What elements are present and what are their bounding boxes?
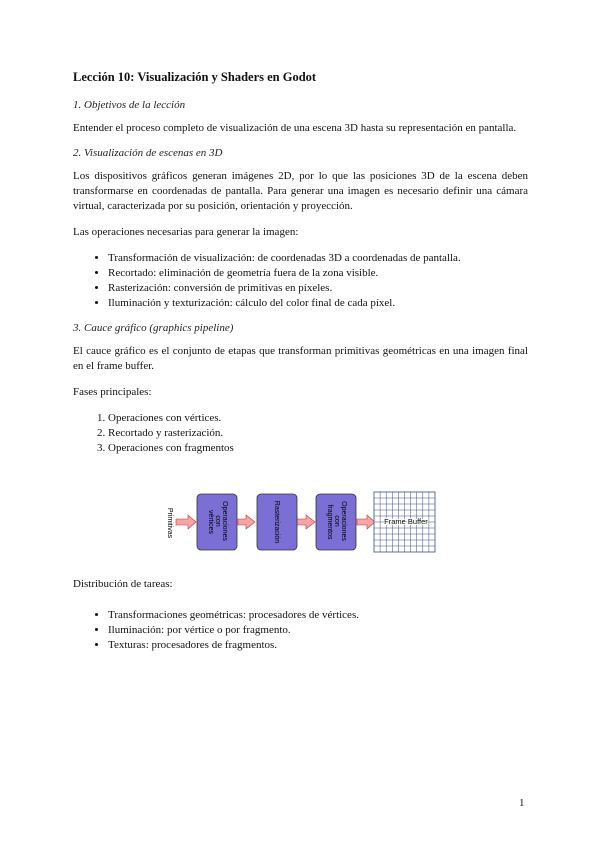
stage-label-line: Rasterización [273,500,280,544]
list-item: • Transformación de visualización: de coordenadas 3D a coordenadas de pantalla. [108,251,528,266]
arrow-icon [357,515,375,529]
frame-buffer-label: Frame Buffer [384,517,428,526]
list-item: 1. Operaciones con vértices. [108,411,528,426]
arrow-icon [297,515,315,529]
primitivas-label: Primitivas [166,507,173,539]
tasks-section [73,577,528,664]
section-1-paragraph: Entender el proceso completo de visualización de una escena 3D hasta su representación en pantalla. [73,122,517,134]
pipeline-diagram-svg [160,488,440,558]
tasks-intro: Distribución de tareas: [73,578,173,590]
stage-label-line: Operaciones [221,501,228,541]
list-item: • Recortado: eliminación de geometría fuera de la zona visible. [108,266,528,281]
document-page [73,70,528,467]
arrow-icon [176,515,196,529]
arrow-icon [238,515,255,529]
tasks-list [73,608,528,653]
stage-label-line: con [214,515,221,527]
section-3-heading: 3. Cauce gráfico (graphics pipeline) [73,322,234,334]
operations-list [73,251,528,311]
section-3-paragraph: El cauce gráfico es el conjunto de etapas que transforman primitivas geométricas en una imagen final en el frame buffer. [73,345,528,372]
stage-label-line: vértices [207,509,214,535]
section-2-paragraph: Los dispositivos gráficos generan imágenes 2D, por lo que las posiciones 3D de la escena deben transformarse en coordenadas de pantalla. Para generar una imagen es necesario definir una cámara virtual, caracterizada por su posición, orientación y proyección. [73,170,528,212]
raster-stage-label [273,501,280,544]
stage-label-line: fragmentos [326,504,333,540]
phases-list [73,411,528,456]
pipeline-diagram [160,488,440,558]
page-number: 1 [519,797,525,809]
section-2-intro: Las operaciones necesarias para generar la imagen: [73,226,299,238]
section-3-intro: Fases principales: [73,386,152,398]
section-2-heading: 2. Visualización de escenas en 3D [73,147,223,159]
stage-label-line: con [333,515,340,527]
list-item: • Iluminación y texturización: cálculo del color final de cada píxel. [108,296,528,311]
section-1-heading: 1. Objetivos de la lección [73,99,186,111]
list-item: • Iluminación: por vértice o por fragmento. [108,623,528,638]
list-item: • Transformaciones geométricas: procesadores de vértices. [108,608,528,623]
list-item: • Rasterización: conversión de primitivas en píxeles. [108,281,528,296]
list-item: 3. Operaciones con fragmentos [108,441,528,456]
document-title: Lección 10: Visualización y Shaders en Godot [73,70,317,84]
stage-label-line: Operaciones [340,501,347,541]
list-item: • Texturas: procesadores de fragmentos. [108,638,528,653]
list-item: 2. Recortado y rasterización. [108,426,528,441]
